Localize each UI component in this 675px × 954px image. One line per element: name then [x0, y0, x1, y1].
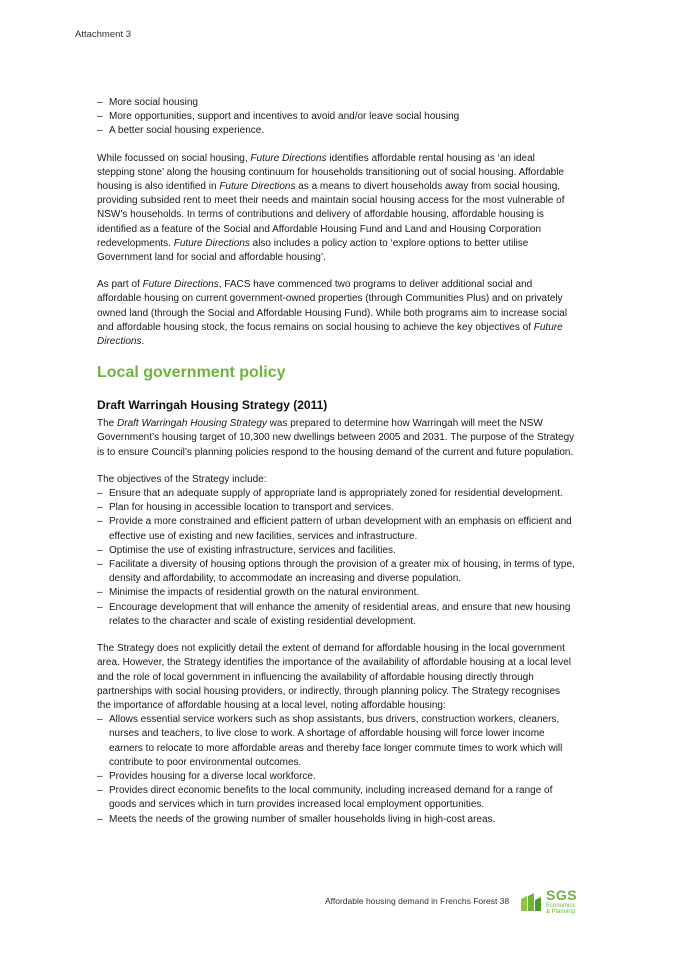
logo-brand: SGS	[546, 887, 578, 903]
section-heading: Local government policy	[97, 364, 286, 382]
paragraph-facs-programs: As part of Future Directions, FACS have commenced two programs to deliver additional social and affordable housing on current government-owned properties (through Communities Plus) and on privately owned land (through the Social and Affordable Housing Fund). While both programs aim to increase social and affordable housing stock, the focus remains on social housing to achieve the key objectives of Future Directions.	[97, 279, 568, 348]
list-item: – More social housing	[97, 96, 575, 110]
list-item: – Provides direct economic benefits to the local community, including increased demand for a range of goods and services which in turn provides increased local employment opportunities.	[97, 784, 575, 812]
sgs-logo-icon	[519, 891, 543, 913]
logo-subtitle-1: Economics	[546, 903, 576, 909]
list-item: – Provides housing for a diverse local workforce.	[97, 770, 575, 784]
benefits-list	[97, 713, 575, 827]
paragraph-strategy-demand: The Strategy does not explicitly detail the extent of demand for affordable housing in the local government area. However, the Strategy identifies the importance of the availability of affordable housing at a local level and the role of local government in influencing the availability of affordable housing directly through partnerships with social housing providers, or indirectly, through planning policy. The Strategy recognises the importance of affordable housing at a local level, noting affordable housing:	[97, 643, 571, 711]
list-item: – Ensure that an adequate supply of appropriate land is appropriately zoned for residential development.	[97, 487, 575, 501]
list-item: – More opportunities, support and incentives to avoid and/or leave social housing	[97, 110, 575, 124]
objectives-list	[97, 487, 575, 629]
list-item: – Allows essential service workers such as shop assistants, bus drivers, construction workers, cleaners, nurses and teachers, to live close to work. A shortage of affordable housing will force lower income earners to relocate to more affordable areas and thereby face longer commute times to work which will contribute to poor environmental outcomes.	[97, 713, 575, 770]
footer-text: Affordable housing demand in Frenchs Forest 38	[325, 896, 510, 906]
logo-subtitle-2: & Planning	[546, 909, 576, 915]
list-item: – A better social housing experience.	[97, 124, 575, 138]
paragraph-objectives-intro: The objectives of the Strategy include:	[97, 473, 267, 485]
attachment-label: Attachment 3	[75, 29, 131, 40]
intro-list	[97, 96, 575, 139]
list-item: – Provide a more constrained and efficient pattern of urban development with an emphasis on efficient and effective use of existing and new facilities, services and infrastructure.	[97, 515, 575, 543]
paragraph-future-directions: While focussed on social housing, Future Directions identifies affordable rental housing as ‘an ideal stepping stone’ along the housing continuum for households transitioning out of social housing. Affordable housing is also identified in Future Directions as a means to divert households away from social housing, providing subsided rent to meet their needs and maintain social housing access for the most vulnerable of NSW’s households. In terms of contributions and delivery of affordable housing, affordable housing is identified as a feature of the Social and Affordable Housing Fund and Land and Housing Corporation redevelopments. Future Directions also includes a policy action to ‘explore options to better utilise Government land for social and affordable housing’.	[97, 152, 565, 264]
list-item: – Meets the needs of the growing number of smaller households living in high-cost areas.	[97, 813, 575, 827]
list-item: – Encourage development that will enhance the amenity of residential areas, and ensure that new housing relates to the character and scale of existing residential development.	[97, 601, 575, 629]
paragraph-strategy-intro: The Draft Warringah Housing Strategy was prepared to determine how Warringah will meet the NSW Government’s housing target of 10,300 new dwellings between 2005 and 2031. The purpose of the Strategy is to ensure Council’s planning policies respond to the housing demand of the current and future population.	[97, 418, 575, 458]
sgs-logo	[519, 888, 579, 918]
document-body	[97, 96, 575, 827]
subheading: Draft Warringah Housing Strategy (2011)	[97, 398, 328, 413]
list-item: – Optimise the use of existing infrastructure, services and facilities.	[97, 544, 575, 558]
list-item: – Plan for housing in accessible location to transport and services.	[97, 501, 575, 515]
list-item: – Facilitate a diversity of housing options through the provision of a greater mix of housing, in terms of type, density and affordability, to accommodate an increasing and diverse population.	[97, 558, 575, 586]
list-item: – Minimise the impacts of residential growth on the natural environment.	[97, 586, 575, 600]
